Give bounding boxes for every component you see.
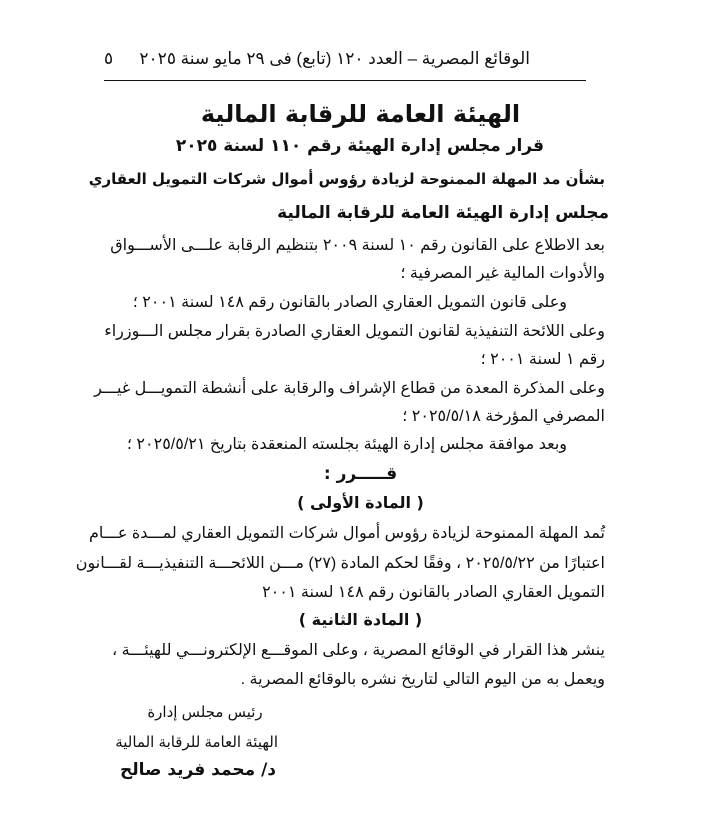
- decree-subject: بشأن مد المهلة الممنوحة لزيادة رؤوس أموال شركات التمويل العقاري: [88, 170, 605, 188]
- preamble-line: والأدوات المالية غير المصرفية ؛: [400, 265, 605, 282]
- running-header: [104, 46, 584, 72]
- signatory-name: د/ محمد فريد صالح: [119, 760, 277, 780]
- article-1-heading: ( المادة الأولى ): [297, 493, 424, 512]
- article-2-heading: ( المادة الثانية ): [298, 610, 423, 629]
- decided-heading: قـــــرر :: [323, 464, 398, 484]
- issuer-heading: مجلس إدارة الهيئة العامة للرقابة المالية: [277, 203, 609, 223]
- article-2-line: ويعمل به من اليوم التالي لتاريخ نشره بالوقائع المصرية .: [240, 671, 605, 688]
- preamble-line: وعلى المذكرة المعدة من قطاع الإشراف والرقابة على أنشطة التمويـــل غيـــر: [94, 380, 605, 397]
- article-1-line: اعتبارًا من ٢٠٢٥/٥/٢٢ ، وفقًا لحكم المادة (٢٧) مـــن اللائحـــة التنفيذيـــة لقـــانون: [75, 555, 605, 572]
- preamble-line: المصرفي المؤرخة ٢٠٢٥/٥/١٨ ؛: [402, 408, 605, 425]
- signature-organization: الهيئة العامة للرقابة المالية: [115, 734, 278, 751]
- article-2-line: ينشر هذا القرار في الوقائع المصرية ، وعلى الموقـــع الإلكترونـــي للهيئـــة ،: [112, 642, 605, 659]
- article-1-line: التمويل العقاري الصادر بالقانون رقم ١٤٨ لسنة ٢٠٠١: [262, 584, 605, 601]
- signature-role: رئيس مجلس إدارة: [147, 704, 263, 721]
- preamble-line: وعلى قانون التمويل العقاري الصادر بالقانون رقم ١٤٨ لسنة ٢٠٠١ ؛: [132, 294, 567, 311]
- article-1-line: تُمد المهلة الممنوحة لزيادة رؤوس أموال شركات التمويل العقاري لمـــدة عـــام: [89, 525, 605, 542]
- preamble-line: وبعد موافقة مجلس إدارة الهيئة بجلسته المنعقدة بتاريخ ٢٠٢٥/٥/٢١ ؛: [126, 436, 567, 453]
- preamble-line: رقم ١ لسنة ٢٠٠١ ؛: [480, 351, 605, 368]
- header-divider: [104, 80, 586, 81]
- decree-title: قرار مجلس إدارة الهيئة رقم ١١٠ لسنة ٢٠٢٥: [175, 136, 544, 156]
- page-number: ٥: [104, 49, 114, 68]
- authority-title: الهيئة العامة للرقابة المالية: [200, 100, 521, 128]
- running-header-title: الوقائع المصرية – العدد ١٢٠ (تابع) فى ٢٩ مايو سنة ٢٠٢٥: [139, 49, 530, 68]
- preamble-line: بعد الاطلاع على القانون رقم ١٠ لسنة ٢٠٠٩ بتنظيم الرقابة علـــى الأســـواق: [110, 237, 605, 254]
- preamble-line: وعلى اللائحة التنفيذية لقانون التمويل العقاري الصادرة بقرار مجلس الـــوزراء: [104, 323, 605, 340]
